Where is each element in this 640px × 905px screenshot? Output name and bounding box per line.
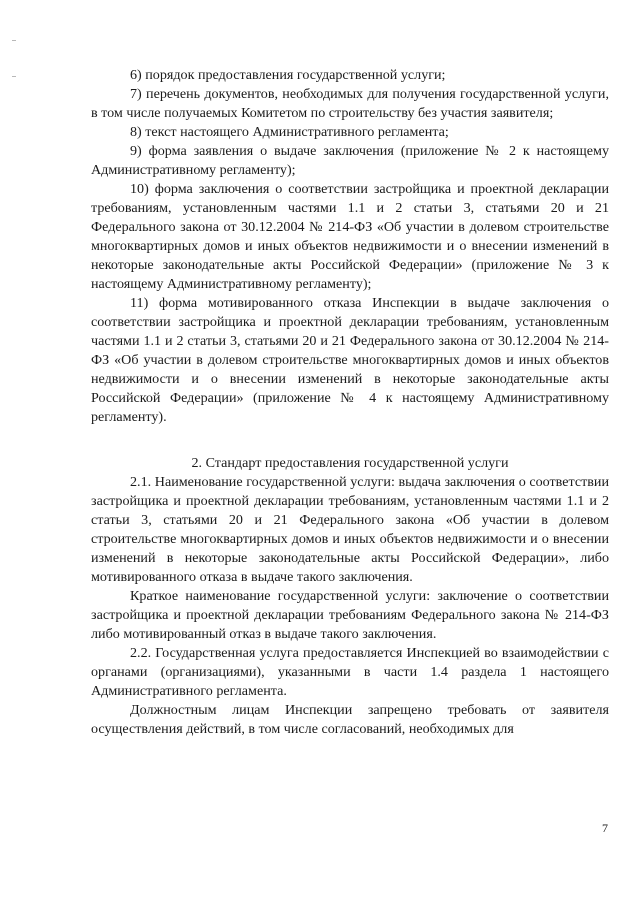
list-item-7: 7) перечень документов, необходимых для получения государственной услуги, в том числе получаемых Комитетом по строительству без участия заявителя; xyxy=(91,86,609,121)
paragraph-prohibition: Должностным лицам Инспекции запрещено требовать от заявителя осуществления действий, в том числе согласований, необходимых для xyxy=(91,702,609,737)
scan-mark xyxy=(12,40,16,41)
list-item-8: 8) текст настоящего Административного регламента; xyxy=(130,124,449,140)
list-item-9: 9) форма заявления о выдаче заключения (приложение № 2 к настоящему Административному регламенту); xyxy=(91,143,609,178)
paragraph-2-1: 2.1. Наименование государственной услуги: выдача заключения о соответствии застройщика и проектной декларации требованиям, установленным частями 1.1 и 2 статьи 3, статьями 20 и 21 Федерального закона «Об участии в долевом строительстве многоквартирных домов и иных объектов недвижимости и о внесении изменений в некоторые законодательные акты Российской Федерации», либо мотивированного отказа в выдаче такого заключения. xyxy=(91,474,609,585)
list-item-11: 11) форма мотивированного отказа Инспекции в выдаче заключения о соответствии застройщика и проектной декларации требованиям, установленным частями 1.1 и 2 статьи 3, статьями 20 и 21 Федерального закона от 30.12.2004 № 214-ФЗ «Об участии в долевом строительстве многоквартирных домов и иных объектов недвижимости и о внесении изменений в некоторые законодательные акты Российской Федерации» (приложение № 4 к настоящему Административному регламенту). xyxy=(91,295,609,425)
section-heading: 2. Стандарт предоставления государственной услуги xyxy=(191,455,509,471)
list-item-6: 6) порядок предоставления государственной услуги; xyxy=(130,67,446,83)
list-item-10: 10) форма заключения о соответствии застройщика и проектной декларации требованиям, установленным частями 1.1 и 2 статьи 3, статьями 20 и 21 Федерального закона от 30.12.2004 № 214-ФЗ «Об участии в долевом строительстве многоквартирных домов и иных объектов недвижимости и о внесении изменений в некоторые законодательные акты Российской Федерации» (приложение № 3 к настоящему Административному регламенту); xyxy=(91,181,609,292)
page-number: 7 xyxy=(602,821,608,835)
paragraph-short-name: Краткое наименование государственной услуги: заключение о соответствии застройщика и проектной декларации требованиям Федерального закона № 214-ФЗ либо мотивированный отказ в выдаче такого заключения. xyxy=(91,588,609,642)
scan-mark xyxy=(12,76,16,77)
paragraph-2-2: 2.2. Государственная услуга предоставляется Инспекцией во взаимодействии с органами (организациями), указанными в части 1.4 раздела 1 настоящего Административного регламента. xyxy=(91,645,609,699)
document-body xyxy=(91,66,609,739)
